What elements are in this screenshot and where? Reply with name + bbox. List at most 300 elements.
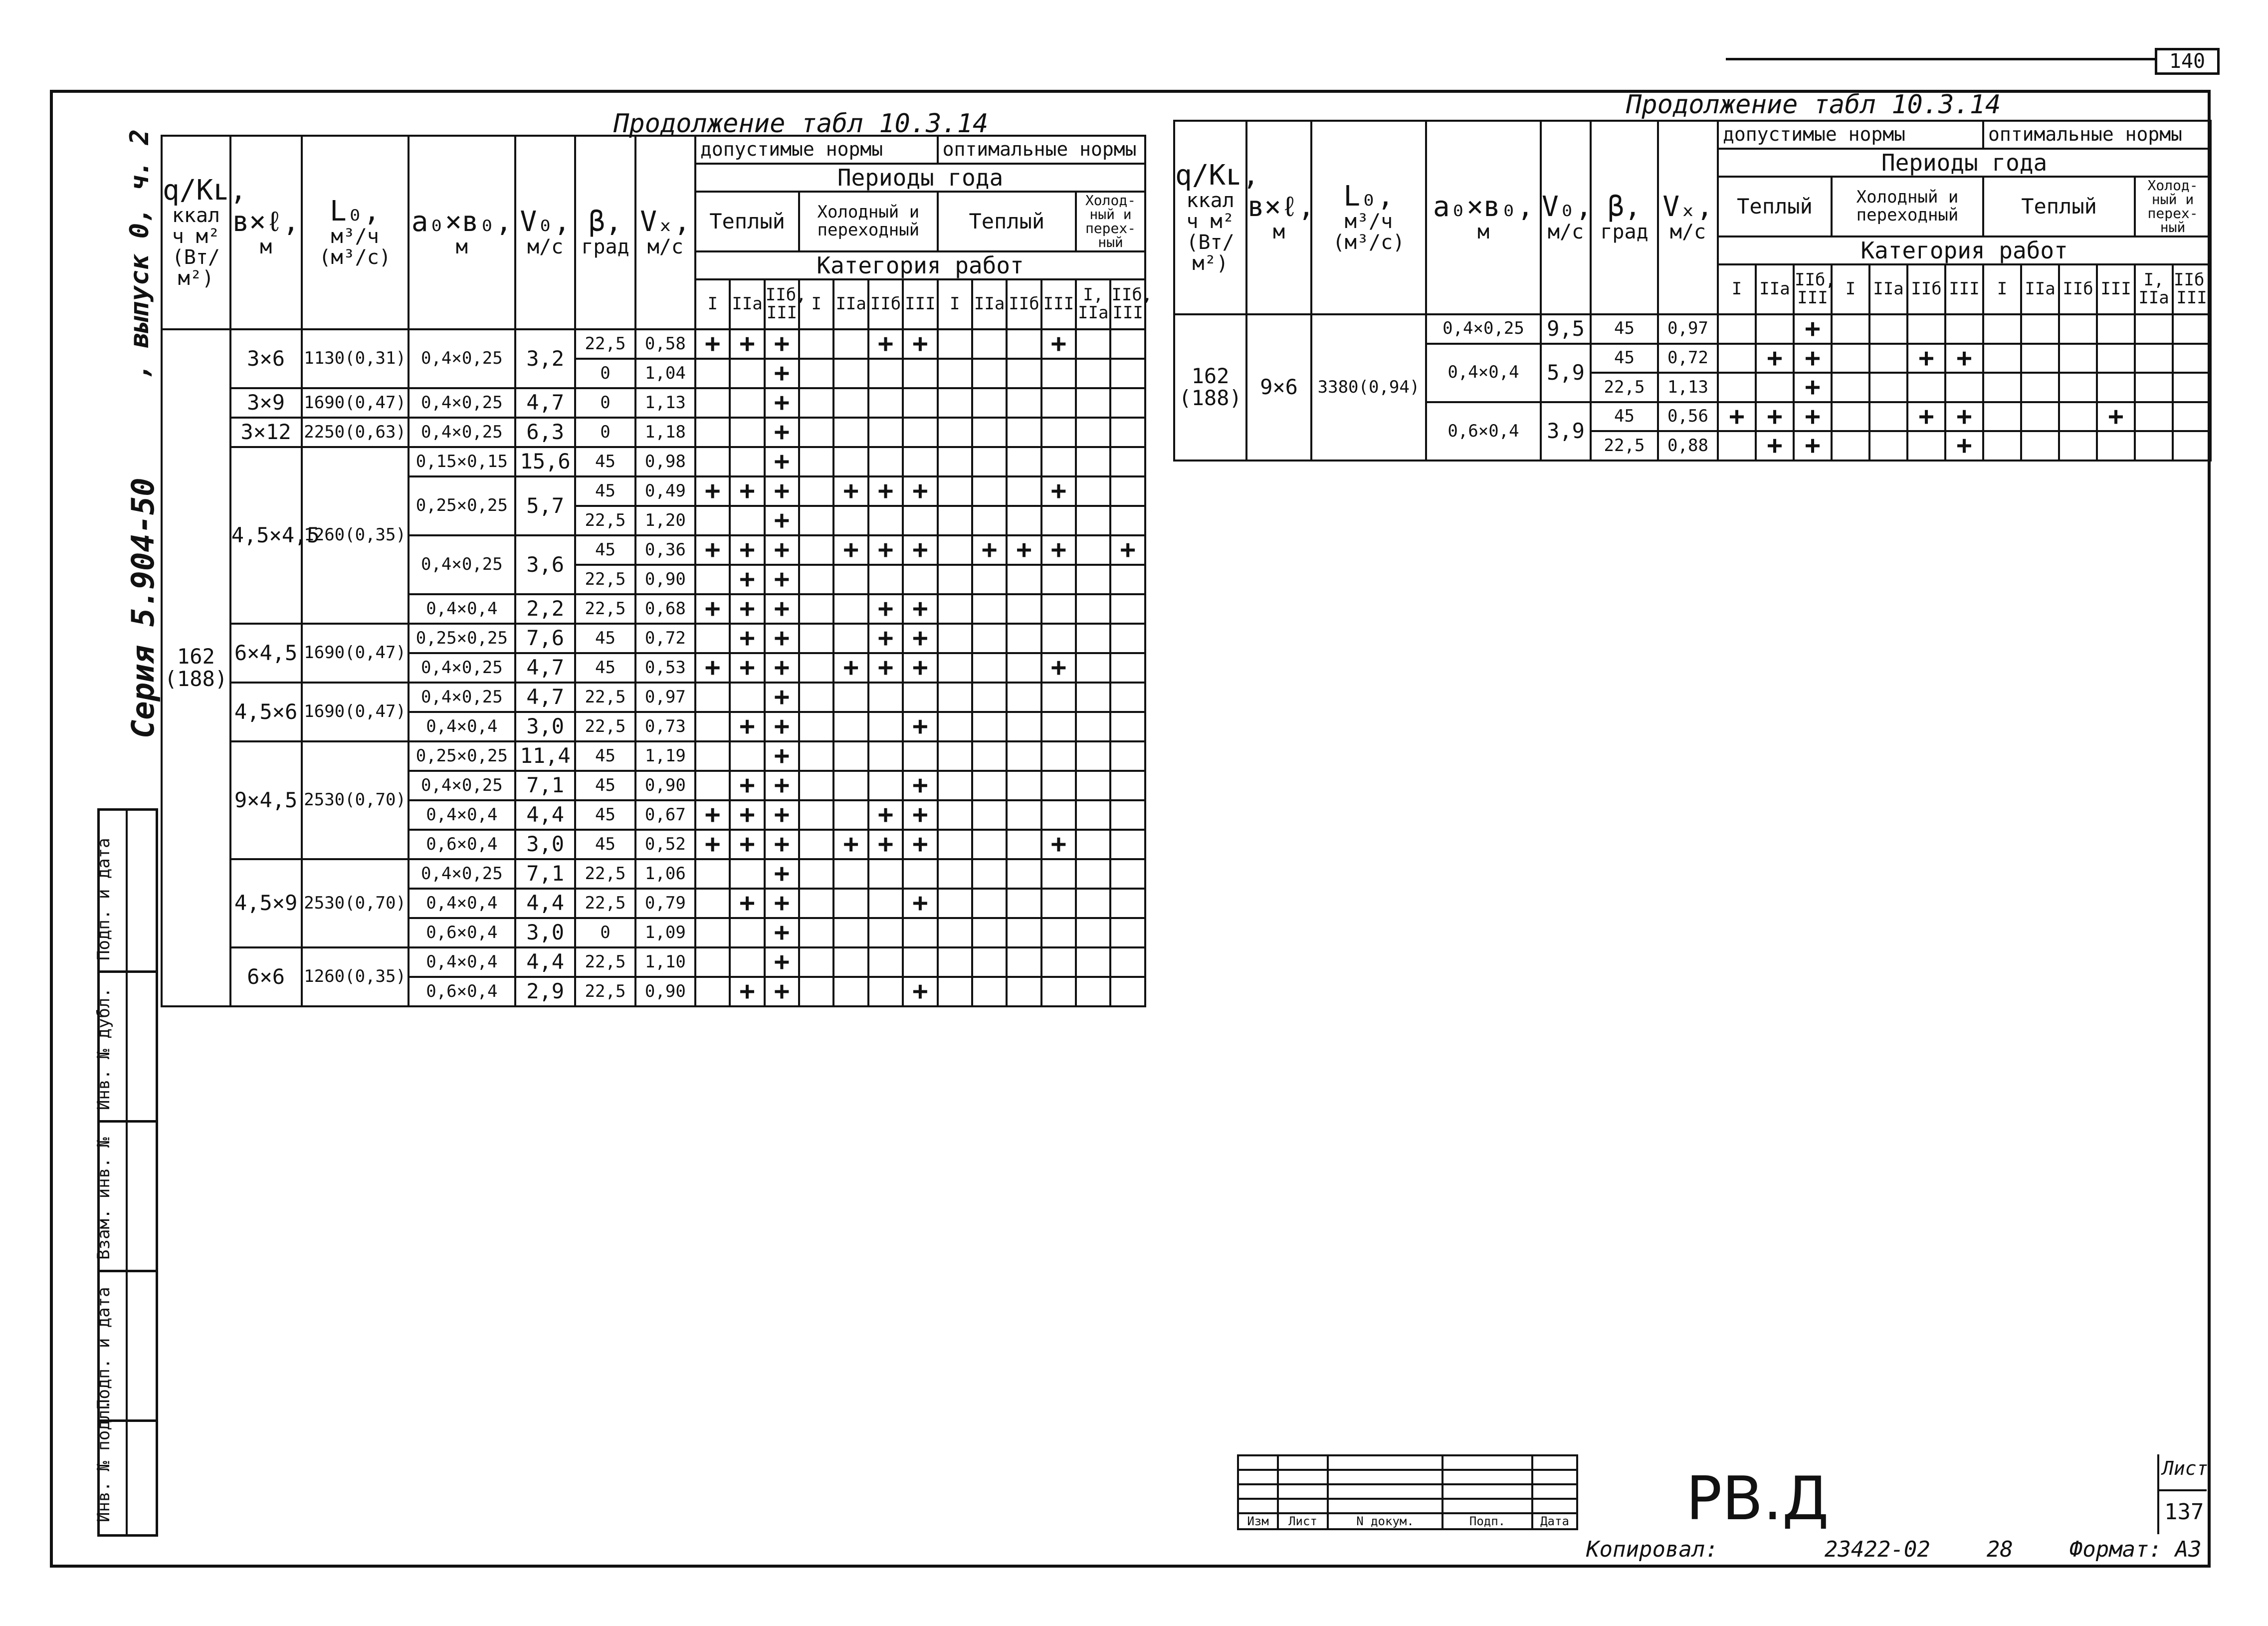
mark-cell [1832,402,1869,432]
mark-cell: + [868,535,903,565]
mark-cell [1007,889,1041,918]
mark-cell [2173,402,2211,432]
header-q-line: ккал [172,204,220,228]
vx-cell: 1,19 [635,741,695,771]
mark-cell: + [765,653,799,683]
mark-cell [833,771,868,800]
mark-cell [730,859,764,889]
mark-cell [1110,506,1145,535]
mark-cell [2021,431,2059,461]
header-category: Категория работ [695,251,1145,279]
header-l0-line: м³/ч [331,225,379,248]
header-vx [635,136,695,329]
bxl-cell: 3×6 [230,329,302,388]
mark-cell: + [695,800,730,830]
mark-cell [972,889,1007,918]
mark-cell [1041,859,1076,889]
l0-cell: 1130(0,31) [302,329,409,388]
header-bxl [230,136,302,329]
vx-cell: 0,97 [635,683,695,712]
header-periods: Периоды года [695,164,1145,192]
left-data-table [161,135,1153,1007]
mark-cell: + [903,594,937,624]
mark-cell: + [833,653,868,683]
a0b0-cell: 0,6×0,4 [409,918,515,947]
sidebar-cell-replace [94,1120,156,1272]
header-cold-allowed: Холодный и переходный [1832,177,1983,236]
mark-cell: + [1756,344,1794,373]
mark-cell [833,918,868,947]
mark-cell [695,889,730,918]
vx-cell: 0,79 [635,889,695,918]
mark-cell [799,476,833,506]
a0b0-cell: 0,6×0,4 [409,977,515,1006]
mark-cell [1007,977,1041,1006]
mark-cell: + [695,653,730,683]
beta-cell: 45 [575,476,635,506]
beta-cell: 0 [575,418,635,447]
a0b0-cell: 0,6×0,4 [409,830,515,859]
mark-cell: + [1041,653,1076,683]
mark-cell [799,653,833,683]
mark-cell [1007,447,1041,476]
mark-cell [833,447,868,476]
mark-cell [1869,431,1907,461]
mark-cell: + [730,889,764,918]
header-category-1: IIa [1756,264,1794,314]
mark-cell [938,741,972,771]
mark-cell [730,947,764,977]
mark-cell [1110,359,1145,388]
mark-cell [1041,683,1076,712]
header-allowed-norms: допустимые нормы [695,136,938,164]
mark-cell: + [730,535,764,565]
mark-cell [799,947,833,977]
mark-cell: + [730,712,764,741]
a0b0-cell: 0,4×0,25 [409,535,515,594]
mark-cell: + [730,653,764,683]
title-block [1237,1454,2208,1534]
mark-cell: + [730,565,764,594]
mark-cell [1041,947,1076,977]
mark-cell [1041,388,1076,418]
header-q-line: (Вт/м²) [1186,231,1235,275]
mark-cell [1907,314,1945,344]
mark-cell [1076,624,1110,653]
vx-cell: 0,97 [1658,314,1718,344]
a0b0-cell: 0,4×0,4 [409,712,515,741]
mark-cell [799,830,833,859]
mark-cell [2059,431,2097,461]
mark-cell [972,653,1007,683]
rev-label-list: Лист [1278,1513,1328,1529]
mark-cell [1076,918,1110,947]
mark-cell [938,329,972,359]
mark-cell [1110,947,1145,977]
beta-cell: 22,5 [575,859,635,889]
header-vx [1658,121,1718,314]
mark-cell [799,594,833,624]
mark-cell: + [1945,431,1983,461]
bxl-cell: 3×9 [230,388,302,418]
mark-cell [938,771,972,800]
mark-cell [903,447,937,476]
mark-cell [1110,594,1145,624]
mark-cell [799,800,833,830]
mark-cell: + [868,476,903,506]
mark-cell [1041,506,1076,535]
mark-cell: + [730,830,764,859]
vx-cell: 1,13 [1658,373,1718,402]
sidebar-cell-sign-date [94,811,156,973]
q-cell [162,329,230,1006]
header-category-8: IIa [2021,264,2059,314]
mark-cell: + [1907,344,1945,373]
mark-cell: + [833,476,868,506]
mark-cell [695,977,730,1006]
vx-cell: 0,67 [635,800,695,830]
footer-line [1586,1537,2202,1562]
mark-cell [938,859,972,889]
a0b0-cell: 0,4×0,4 [409,800,515,830]
beta-cell: 45 [575,624,635,653]
mark-cell [1041,977,1076,1006]
mark-cell: + [903,800,937,830]
v0-cell: 15,6 [515,447,575,476]
beta-cell: 45 [1591,344,1658,373]
mark-cell [2173,373,2211,402]
header-bxl-line: в×ℓ, [1247,190,1315,223]
mark-cell [868,977,903,1006]
mark-cell: + [765,771,799,800]
mark-cell [1076,800,1110,830]
document-code: РВ.Д [1686,1464,1829,1534]
mark-cell [799,712,833,741]
mark-cell [695,918,730,947]
mark-cell [903,506,937,535]
mark-cell: + [1718,402,1756,432]
vx-cell: 1,09 [635,918,695,947]
vx-cell: 0,72 [635,624,695,653]
mark-cell: + [765,741,799,771]
mark-cell: + [1041,535,1076,565]
mark-cell [1110,771,1145,800]
mark-cell: + [765,447,799,476]
header-category-11: I, IIa [2135,264,2173,314]
mark-cell [1041,771,1076,800]
header-q-line: ккал [1186,189,1235,213]
beta-cell: 22,5 [575,329,635,359]
sheet-box [2157,1454,2207,1534]
a0b0-cell: 0,4×0,4 [1426,344,1541,402]
mark-cell [1007,476,1041,506]
mark-cell [1907,431,1945,461]
bxl-cell: 4,5×4,5 [230,447,302,624]
mark-cell [938,947,972,977]
mark-cell [1007,624,1041,653]
mark-cell [938,535,972,565]
header-cold-allowed: Холодный и переходный [799,192,937,251]
bxl-cell: 9×6 [1246,314,1311,461]
header-l0-line: (м³/с) [1332,231,1405,254]
mark-cell: + [765,800,799,830]
mark-cell [972,859,1007,889]
header-beta-line: β, [1607,190,1642,223]
mark-cell [1983,402,2021,432]
bxl-cell: 6×4,5 [230,624,302,683]
mark-cell [833,506,868,535]
sheet-divider [2159,1489,2207,1491]
mark-cell: + [1794,314,1832,344]
table-row [162,447,1145,476]
header-category-4: IIa [833,279,868,329]
mark-cell [1110,712,1145,741]
mark-cell [2173,314,2211,344]
mark-cell [695,565,730,594]
mark-cell: + [695,329,730,359]
header-l0-line: (м³/с) [319,246,391,269]
v0-cell: 3,9 [1541,402,1591,461]
mark-cell [972,329,1007,359]
mark-cell [938,977,972,1006]
mark-cell [1076,565,1110,594]
beta-cell: 45 [575,800,635,830]
vx-cell: 0,52 [635,830,695,859]
mark-cell [868,359,903,388]
v0-cell: 3,6 [515,535,575,594]
mark-cell [972,388,1007,418]
mark-cell: + [868,830,903,859]
beta-cell: 22,5 [575,683,635,712]
mark-cell [1983,344,2021,373]
header-bxl [1246,121,1315,314]
table-row [162,741,1145,771]
header-category-10: III [2097,264,2135,314]
mark-cell [1076,594,1110,624]
header-warm-allowed: Теплый [695,192,799,251]
mark-cell [799,889,833,918]
header-bxl-line: в×ℓ, [232,205,300,238]
header-warm-allowed: Теплый [1718,177,1832,236]
revision-table [1237,1454,1578,1530]
mark-cell [695,624,730,653]
mark-cell [972,712,1007,741]
beta-cell: 22,5 [575,712,635,741]
vx-cell: 1,10 [635,947,695,977]
mark-cell: + [730,329,764,359]
beta-cell: 0 [575,918,635,947]
mark-cell [730,506,764,535]
v0-cell: 3,0 [515,712,575,741]
header-q-line: ч м² [172,225,220,248]
mark-cell [1076,741,1110,771]
mark-cell [1076,535,1110,565]
q-value: (188) [1179,386,1242,411]
table-row [162,683,1145,712]
mark-cell [833,683,868,712]
q-value: 162 [1191,364,1230,389]
sidebar-stamp [94,808,158,1537]
header-l0-line: L₀, [330,195,381,228]
mark-cell [833,977,868,1006]
header-category-2: IIб, III [1794,264,1832,314]
left-continuation-title: Продолжение табл 10.3.14 [614,109,989,139]
mark-cell [730,447,764,476]
header-allowed-norms: допустимые нормы [1718,121,1983,149]
mark-cell [868,859,903,889]
beta-cell: 45 [575,741,635,771]
v0-cell: 4,4 [515,889,575,918]
mark-cell [938,653,972,683]
mark-cell [972,506,1007,535]
mark-cell: + [765,977,799,1006]
mark-cell [1945,373,1983,402]
mark-cell [833,889,868,918]
mark-cell [695,741,730,771]
mark-cell: + [1794,373,1832,402]
header-beta-line: град [581,235,629,259]
header-a0b0-line: a₀×в₀, [1433,190,1534,223]
mark-cell: + [903,977,937,1006]
mark-cell [972,359,1007,388]
mark-cell [938,388,972,418]
mark-cell [833,418,868,447]
beta-cell: 22,5 [575,977,635,1006]
header-category-5: IIб [868,279,903,329]
mark-cell [799,447,833,476]
beta-cell: 45 [575,535,635,565]
vx-cell: 0,90 [635,977,695,1006]
mark-cell [2135,402,2173,432]
mark-cell [2097,344,2135,373]
mark-cell [799,565,833,594]
mark-cell [730,359,764,388]
mark-cell [1110,476,1145,506]
mark-cell: + [868,624,903,653]
mark-cell [1007,388,1041,418]
mark-cell [938,506,972,535]
mark-cell [833,859,868,889]
series-label: Серия 5.904-50 [125,477,161,738]
mark-cell [868,418,903,447]
mark-cell: + [765,712,799,741]
mark-cell [1007,771,1041,800]
v0-cell: 9,5 [1541,314,1591,344]
header-category-11: I, IIa [1076,279,1110,329]
mark-cell: + [730,800,764,830]
mark-cell [903,565,937,594]
mark-cell: + [765,388,799,418]
mark-cell [868,683,903,712]
mark-cell [2059,344,2097,373]
sidebar-cell-dup [94,970,156,1123]
mark-cell: + [765,830,799,859]
a0b0-cell: 0,25×0,25 [409,741,515,771]
beta-cell: 45 [575,653,635,683]
v0-cell: 2,2 [515,594,575,624]
mark-cell: + [695,476,730,506]
header-beta [575,136,635,329]
mark-cell: + [765,594,799,624]
rev-label-doc: N докум. [1328,1513,1443,1529]
mark-cell: + [1907,402,1945,432]
vx-cell: 0,98 [635,447,695,476]
mark-cell [799,859,833,889]
a0b0-cell: 0,4×0,4 [409,594,515,624]
table-row [162,624,1145,653]
mark-cell [868,388,903,418]
mark-cell [1076,447,1110,476]
mark-cell: + [695,594,730,624]
mark-cell [1041,624,1076,653]
v0-cell: 4,7 [515,653,575,683]
mark-cell: + [972,535,1007,565]
l0-cell: 2530(0,70) [302,741,409,859]
v0-cell: 4,4 [515,800,575,830]
mark-cell [1907,373,1945,402]
a0b0-cell: 0,4×0,25 [409,859,515,889]
mark-cell: + [903,624,937,653]
mark-cell [833,329,868,359]
mark-cell [799,329,833,359]
mark-cell [695,859,730,889]
v0-cell: 3,0 [515,830,575,859]
header-vx-line: Vₓ, [640,205,691,238]
mark-cell [2059,402,2097,432]
mark-cell [833,800,868,830]
mark-cell [1832,314,1869,344]
vx-cell: 1,18 [635,418,695,447]
header-bxl-line: м [260,235,272,259]
v0-cell: 7,6 [515,624,575,653]
mark-cell [1110,683,1145,712]
v0-cell: 3,2 [515,329,575,388]
mark-cell [1041,889,1076,918]
mark-cell [972,771,1007,800]
mark-cell [1007,594,1041,624]
mark-cell [1110,977,1145,1006]
mark-cell [799,359,833,388]
header-category-12: IIб, III [1110,279,1145,329]
mark-cell [1869,344,1907,373]
mark-cell: + [1041,476,1076,506]
vx-cell: 0,73 [635,712,695,741]
right-data-table [1173,120,2215,462]
mark-cell [868,771,903,800]
mark-cell [1076,712,1110,741]
mark-cell [1110,859,1145,889]
mark-cell: + [903,535,937,565]
mark-cell [972,800,1007,830]
mark-cell [1007,918,1041,947]
header-beta-line: град [1600,221,1649,244]
mark-cell: + [903,889,937,918]
mark-cell [799,683,833,712]
mark-cell [938,889,972,918]
mark-cell [1007,418,1041,447]
mark-cell [2021,402,2059,432]
mark-cell [1832,373,1869,402]
mark-cell [972,977,1007,1006]
header-l0-line: L₀, [1343,180,1394,213]
vx-cell: 1,13 [635,388,695,418]
header-periods: Периоды года [1718,149,2211,177]
vx-cell: 0,49 [635,476,695,506]
mark-cell [2097,314,2135,344]
mark-cell [833,594,868,624]
mark-cell [1041,741,1076,771]
mark-cell [1007,830,1041,859]
